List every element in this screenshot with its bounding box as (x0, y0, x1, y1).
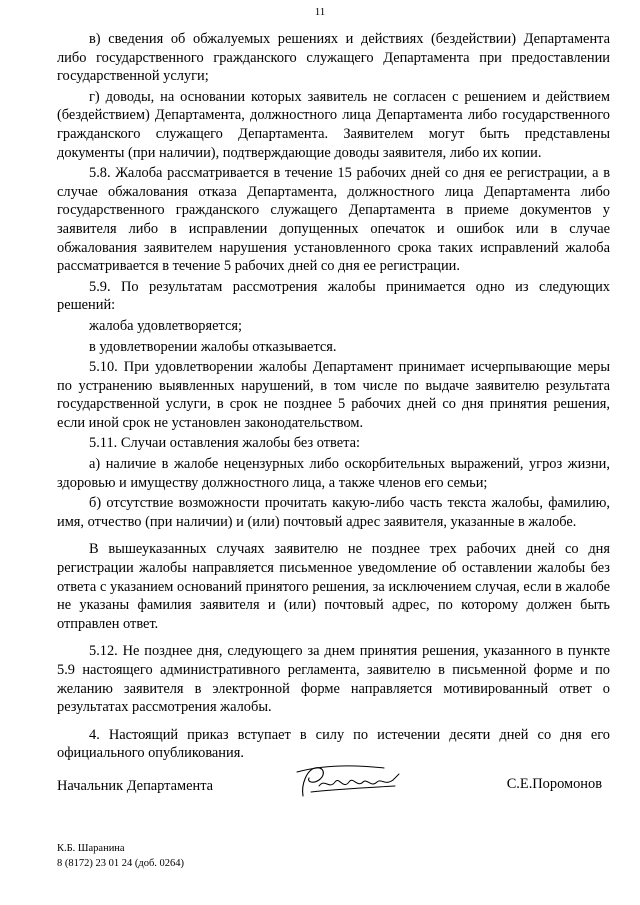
paragraph-5-8: 5.8. Жалоба рассматривается в течение 15 рабочих дней со дня ее регистрации, а в случае обжалования отказа Департамента, должностного лица Департамента либо государственного гражданского служащего Департамента в приеме документов у заявителя либо в исправлении допущенных опечаток и ошибок или в случае обжалования заявителем нарушения установленного срока таких исправлений жалоба рассматривается в течение 5 рабочих дней со дня ее регистрации. (57, 165, 610, 275)
paragraph-5-11-b: б) отсутствие возможности прочитать какую-либо часть текста жалобы, фамилию, имя, отчество (при наличии) и (или) почтовый адрес заявителя, указанные в жалобе. (57, 495, 610, 530)
paragraph-notification: В вышеуказанных случаях заявителю не позднее трех рабочих дней со дня регистрации жалобы направляется письменное уведомление об оставлении жалобы без ответа с указанием оснований принятого решения, за исключением случая, если в жалобе не указаны фамилия заявителя и (или) почтовый адрес, по которому должен быть отправлен ответ. (57, 541, 610, 632)
paragraph-5-11-a: а) наличие в жалобе нецензурных либо оскорбительных выражений, угроз жизни, здоровью и имуществу должностного лица, а также членов его семьи; (57, 456, 610, 491)
decision-option-refused: в удовлетворении жалобы отказывается. (89, 338, 337, 355)
signatory-position: Начальник Департамента (57, 778, 214, 794)
signature-block (57, 770, 610, 810)
paragraph-5-9: 5.9. По результатам рассмотрения жалобы принимается одно из следующих решений: (57, 278, 610, 314)
paragraph-item-g: г) доводы, на основании которых заявитель не согласен с решением и действием (бездействием) Департамента, должностного лица Департамента либо государственного гражданского служащего Департамента. Заявителем могут быть представлены документы (при наличии), подтверждающие доводы заявителя, либо их копии. (57, 88, 610, 161)
signatory-name: С.Е.Поромонов (506, 776, 602, 792)
decision-option-satisfied: жалоба удовлетворяется; (89, 317, 242, 334)
paragraph-item-v: в) сведения об обжалуемых решениях и действиях (бездействии) Департамента либо государственного гражданского служащего Департамента при предоставлении государственной услуги; (57, 31, 610, 85)
document-body (57, 30, 610, 763)
page-number: 11 (314, 6, 326, 18)
paragraph-5-12: 5.12. Не позднее дня, следующего за днем принятия решения, указанного в пункте 5.9 настоящего административного регламента, заявителю в письменной форме и по желанию заявителя в электронной форме направляется мотивированный ответ о результатах рассмотрения жалобы. (57, 643, 610, 716)
paragraph-5-10: 5.10. При удовлетворении жалобы Департамент принимает исчерпывающие меры по устранению выявленных нарушений, в том числе по выдаче заявителю результата государственной услуги, в срок не позднее 5 рабочих дней со дня принятия решения, если иной срок не установлен законодательством. (57, 359, 610, 431)
executor-info (57, 841, 184, 871)
paragraph-5-11: 5.11. Случаи оставления жалобы без ответа: (89, 435, 360, 452)
executor-phone: 8 (8172) 23 01 24 (доб. 0264) (57, 858, 185, 869)
handwritten-signature (289, 760, 409, 804)
executor-name: К.Б. Шаранина (57, 843, 125, 854)
paragraph-effective-date: 4. Настоящий приказ вступает в силу по истечении десяти дней со дня его официального опубликования. (57, 726, 610, 762)
